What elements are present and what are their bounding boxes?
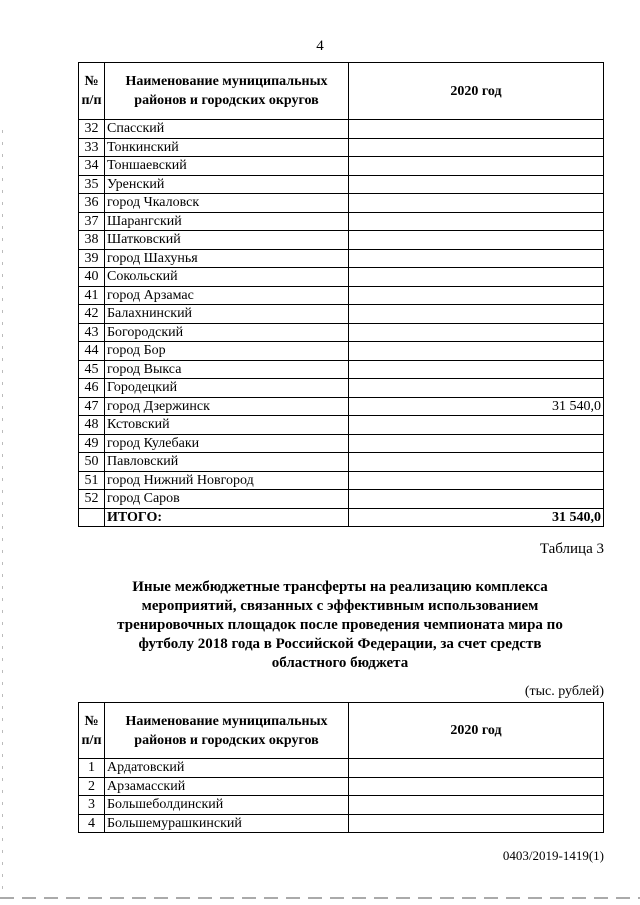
row-name: Кстовский: [105, 416, 349, 435]
row-value: [349, 796, 604, 815]
table-row: [79, 342, 604, 361]
table-row: [79, 416, 604, 435]
row-number: 35: [79, 175, 105, 194]
transfers-table-2: [78, 62, 604, 527]
total-row: [79, 508, 604, 527]
row-value: [349, 434, 604, 453]
row-value: [349, 453, 604, 472]
table-row: [79, 453, 604, 472]
scan-bottom-edge: [0, 897, 640, 899]
table-row: [79, 268, 604, 287]
row-name: Богородский: [105, 323, 349, 342]
row-name: Шатковский: [105, 231, 349, 250]
row-value: [349, 342, 604, 361]
table-row: [79, 360, 604, 379]
row-number: 4: [79, 814, 105, 833]
header-name: Наименование муниципальных районов и городских округов: [105, 703, 349, 759]
total-num-cell: [79, 508, 105, 527]
row-name: Городецкий: [105, 379, 349, 398]
row-name: Спасский: [105, 120, 349, 139]
row-value: 31 540,0: [349, 397, 604, 416]
table-row: [79, 212, 604, 231]
row-value: [349, 157, 604, 176]
row-name: Тоншаевский: [105, 157, 349, 176]
table-row: [79, 796, 604, 815]
row-name: Шарангский: [105, 212, 349, 231]
row-value: [349, 249, 604, 268]
table-header-row: [79, 703, 604, 759]
row-name: город Саров: [105, 490, 349, 509]
row-number: 45: [79, 360, 105, 379]
table-row: [79, 120, 604, 139]
transfers-table-3: [78, 702, 604, 833]
table-row: [79, 249, 604, 268]
row-name: город Бор: [105, 342, 349, 361]
row-value: [349, 120, 604, 139]
row-value: [349, 194, 604, 213]
table-row: [79, 379, 604, 398]
row-number: 32: [79, 120, 105, 139]
table-row: [79, 175, 604, 194]
row-value: [349, 759, 604, 778]
document-id: 0403/2019-1419(1): [502, 848, 604, 863]
row-value: [349, 416, 604, 435]
row-name: Балахнинский: [105, 305, 349, 324]
row-value: [349, 138, 604, 157]
row-number: 38: [79, 231, 105, 250]
row-number: 37: [79, 212, 105, 231]
row-value: [349, 268, 604, 287]
table-body: [79, 759, 604, 833]
row-number: 39: [79, 249, 105, 268]
row-number: 3: [79, 796, 105, 815]
row-name: Арзамасский: [105, 777, 349, 796]
table-title: Иные межбюджетные трансферты на реализацию комплекса мероприятий, связанных с эффективным использованием тренировочных площадок после проведения чемпионата мира по футболу 2018 года в Российской Федерации, за счет средств областного бюджета: [117, 579, 563, 671]
table-row: [79, 286, 604, 305]
scan-edge-mark: [2, 130, 3, 890]
row-value: [349, 360, 604, 379]
row-name: город Шахунья: [105, 249, 349, 268]
row-value: [349, 777, 604, 796]
row-number: 46: [79, 379, 105, 398]
units-label: (тыс. рублей): [524, 684, 604, 699]
row-number: 47: [79, 397, 105, 416]
row-value: [349, 379, 604, 398]
row-number: 34: [79, 157, 105, 176]
row-name: город Нижний Новгород: [105, 471, 349, 490]
row-value: [349, 212, 604, 231]
row-name: Уренский: [105, 175, 349, 194]
row-number: 43: [79, 323, 105, 342]
header-num: № п/п: [79, 703, 105, 759]
row-number: 49: [79, 434, 105, 453]
row-value: [349, 323, 604, 342]
table-body: [79, 120, 604, 527]
row-name: Большемурашкинский: [105, 814, 349, 833]
row-name: город Чкаловск: [105, 194, 349, 213]
row-number: 44: [79, 342, 105, 361]
table-row: [79, 434, 604, 453]
row-name: город Кулебаки: [105, 434, 349, 453]
row-name: Тонкинский: [105, 138, 349, 157]
row-value: [349, 305, 604, 324]
row-value: [349, 471, 604, 490]
total-value: 31 540,0: [349, 508, 604, 527]
page-number: 4: [316, 38, 324, 54]
header-num: № п/п: [79, 63, 105, 120]
row-number: 1: [79, 759, 105, 778]
row-name: город Арзамас: [105, 286, 349, 305]
header-year: 2020 год: [349, 703, 604, 759]
row-number: 42: [79, 305, 105, 324]
table-row: [79, 777, 604, 796]
row-number: 41: [79, 286, 105, 305]
table-row: [79, 471, 604, 490]
header-name: Наименование муниципальных районов и городских округов: [105, 63, 349, 120]
table-row: [79, 157, 604, 176]
row-number: 50: [79, 453, 105, 472]
row-name: Павловский: [105, 453, 349, 472]
row-name: Сокольский: [105, 268, 349, 287]
table-row: [79, 305, 604, 324]
row-number: 48: [79, 416, 105, 435]
row-name: Ардатовский: [105, 759, 349, 778]
row-name: Большеболдинский: [105, 796, 349, 815]
table-row: [79, 814, 604, 833]
table-row: [79, 194, 604, 213]
row-value: [349, 814, 604, 833]
table-row: [79, 323, 604, 342]
row-number: 36: [79, 194, 105, 213]
row-number: 2: [79, 777, 105, 796]
row-value: [349, 490, 604, 509]
table-row: [79, 231, 604, 250]
row-value: [349, 286, 604, 305]
row-number: 33: [79, 138, 105, 157]
table-label: Таблица 3: [539, 541, 604, 557]
table-header-row: [79, 63, 604, 120]
table-row: [79, 138, 604, 157]
table-row: [79, 759, 604, 778]
total-label: ИТОГО:: [105, 508, 349, 527]
table-row: [79, 490, 604, 509]
row-name: город Дзержинск: [105, 397, 349, 416]
row-number: 51: [79, 471, 105, 490]
table-row: [79, 397, 604, 416]
row-number: 52: [79, 490, 105, 509]
header-year: 2020 год: [349, 63, 604, 120]
row-value: [349, 175, 604, 194]
row-name: город Выкса: [105, 360, 349, 379]
row-value: [349, 231, 604, 250]
row-number: 40: [79, 268, 105, 287]
